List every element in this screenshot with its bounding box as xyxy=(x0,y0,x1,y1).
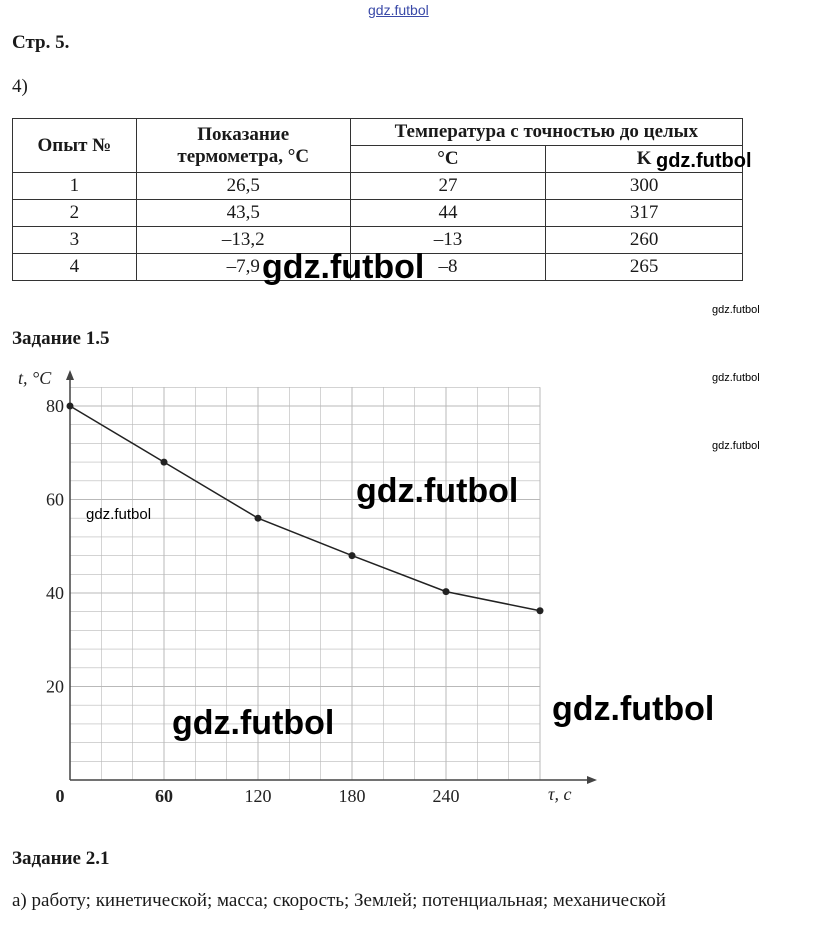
cell-kelvin: 300 xyxy=(546,173,743,200)
task-2-1-answer: а) работу; кинетической; масса; скорость; Землей; потенциальная; механической xyxy=(12,890,666,911)
cell-kelvin: 317 xyxy=(546,200,743,227)
data-point xyxy=(443,588,450,595)
watermark-chart-left[interactable]: gdz.futbol xyxy=(86,506,152,523)
cell-kelvin: 260 xyxy=(546,227,743,254)
watermark-top[interactable]: gdz.futbol xyxy=(368,2,429,18)
watermark-right-small-2[interactable]: gdz.futbol xyxy=(712,372,760,384)
header-celsius: °C xyxy=(350,146,546,173)
y-axis-label: t, °C xyxy=(18,368,52,388)
cell-number: 3 xyxy=(13,227,137,254)
task-1-5-heading: Задание 1.5 xyxy=(12,328,110,349)
x-axis-label: τ, с xyxy=(548,784,572,804)
data-point xyxy=(349,552,356,559)
x-axis-arrow-icon xyxy=(587,776,597,784)
data-point xyxy=(255,515,262,522)
header-temperature: Температура с точностью до целых xyxy=(350,119,742,146)
cell-reading: 26,5 xyxy=(136,173,350,200)
item-label: 4) xyxy=(12,76,28,97)
y-tick-label: 40 xyxy=(46,583,64,603)
header-kelvin: K xyxy=(546,146,743,173)
data-point xyxy=(67,403,74,410)
table-row xyxy=(13,173,743,200)
y-tick-label: 80 xyxy=(46,396,64,416)
header-experiment: Опыт № xyxy=(13,119,137,173)
cell-reading: –7,9 xyxy=(136,254,350,281)
watermark-chart-center[interactable]: gdz.futbol xyxy=(356,472,519,510)
watermark-chart-right[interactable]: gdz.futbol xyxy=(552,690,715,728)
x-tick-label: 180 xyxy=(338,786,366,806)
cell-reading: 43,5 xyxy=(136,200,350,227)
y-tick-label: 20 xyxy=(46,676,64,697)
table-row xyxy=(13,200,743,227)
header-reading-line2: термометра, °C xyxy=(177,145,310,167)
task-2-1-heading: Задание 2.1 xyxy=(12,848,110,869)
cell-celsius: –13 xyxy=(350,227,546,254)
watermark-right-small-1[interactable]: gdz.futbol xyxy=(712,304,760,316)
watermark-chart-bottom[interactable]: gdz.futbol xyxy=(172,704,335,742)
page-heading: Стр. 5. xyxy=(12,32,70,53)
cell-number: 4 xyxy=(13,254,137,281)
x-tick-label: 0 xyxy=(55,786,65,806)
cell-kelvin: 265 xyxy=(546,254,743,281)
data-point xyxy=(161,459,168,466)
cell-celsius: 27 xyxy=(350,173,546,200)
table-header-row xyxy=(13,119,743,146)
header-reading xyxy=(136,119,350,173)
cell-celsius: 44 xyxy=(350,200,546,227)
x-tick-label: 60 xyxy=(155,786,173,806)
x-tick-label: 120 xyxy=(244,786,272,806)
header-reading-line1: Показание xyxy=(197,123,290,145)
watermark-table-k[interactable]: gdz.futbol xyxy=(656,150,752,172)
y-tick-label: 60 xyxy=(46,489,64,510)
x-tick-label: 240 xyxy=(432,786,460,806)
cell-number: 1 xyxy=(13,173,137,200)
watermark-right-small-3[interactable]: gdz.futbol xyxy=(712,440,760,452)
data-point xyxy=(537,607,544,614)
cell-reading: –13,2 xyxy=(136,227,350,254)
y-axis-arrow-icon xyxy=(66,370,74,380)
cell-celsius: –8 xyxy=(350,254,546,281)
watermark-table-row4[interactable]: gdz.futbol xyxy=(262,248,425,286)
cell-number: 2 xyxy=(13,200,137,227)
chart-tick-labels xyxy=(46,396,460,806)
